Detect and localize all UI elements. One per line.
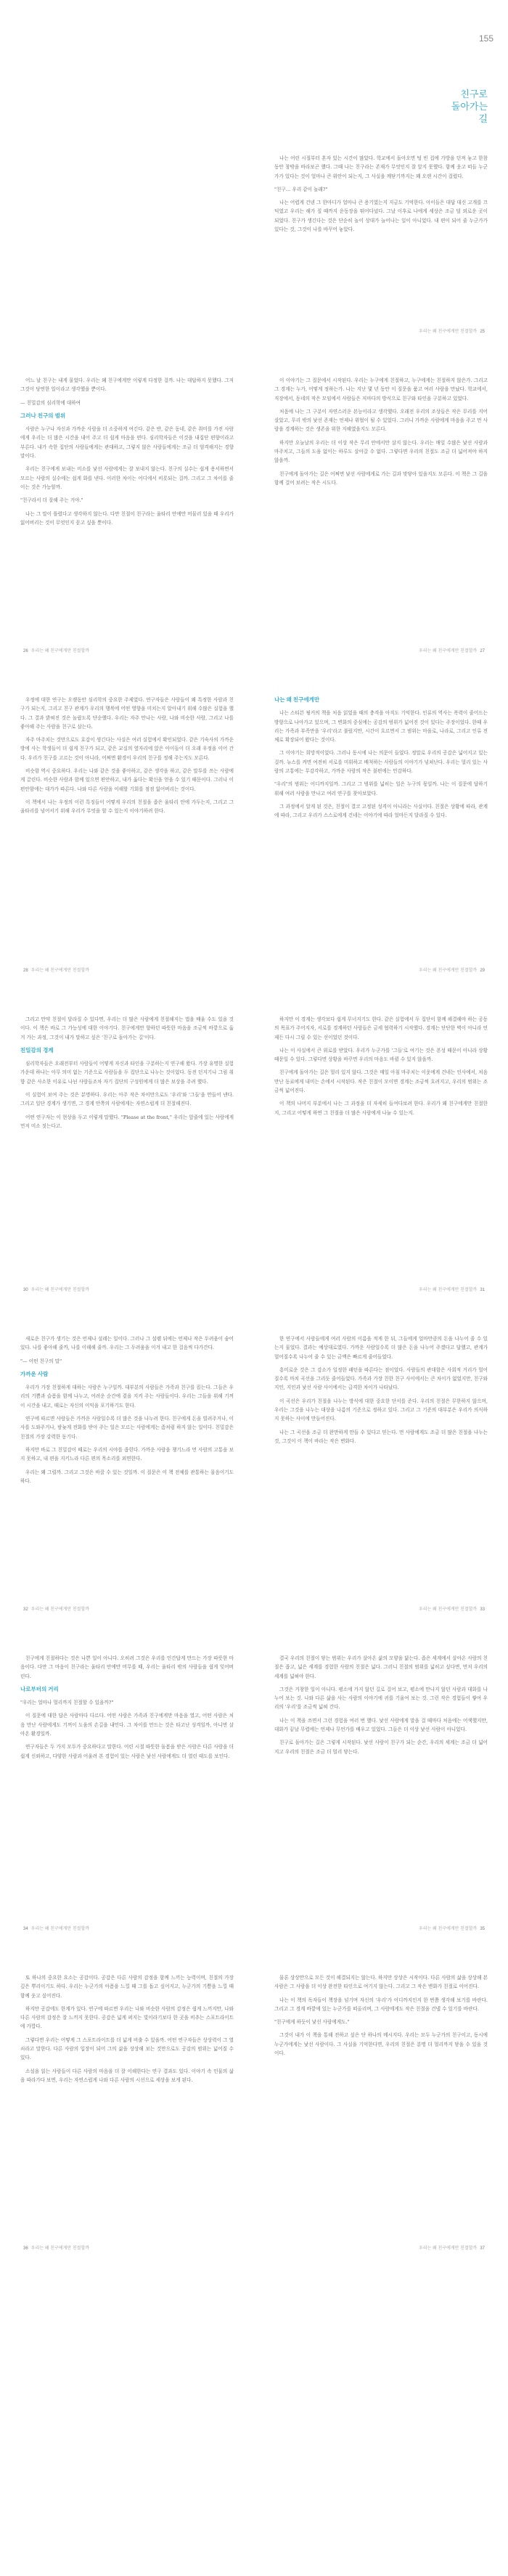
- running-title: 우리는 왜 친구에게만 친절할까: [418, 1927, 478, 1931]
- right-page: [261, 364, 501, 667]
- page-footer: [419, 647, 488, 653]
- right-paragraph: "우리"의 범위는 어디까지일까. 그리고 그 범위를 넓히는 일은 누구의 몫일까. 나는 이 질문에 답하기 위해 여러 사람을 만나고 여러 연구를 찾아보았다.: [274, 781, 488, 796]
- running-title: 우리는 왜 친구에게만 친절할까: [30, 969, 90, 973]
- right-page-text: [274, 1973, 488, 2235]
- running-title: 우리는 왜 친구에게만 친절할까: [30, 1288, 90, 1292]
- right-page-text: [274, 1015, 488, 1276]
- left-paragraph: 어떤 연구자는 이 현상을 두고 이렇게 말했다. "Please at the front," 우리는 앞줄에 있는 사람에게 먼저 미소 짓는다고.: [20, 1114, 234, 1129]
- running-title: 우리는 왜 친구에게만 친절할까: [418, 1288, 478, 1292]
- page-number: 27: [480, 649, 485, 653]
- page-spread: [0, 1962, 508, 2264]
- page-number: 29: [480, 969, 485, 973]
- left-paragraph: 새로운 친구가 생기는 것은 언제나 설레는 일이다. 그러나 그 설렘 뒤에는 언제나 작은 두려움이 숨어 있다. 나를 좋아해 줄까, 나를 이해해 줄까. 우리는 그 두려움을 이겨 내고 한 걸음씩 다가간다.: [20, 1336, 234, 1351]
- right-paragraph: 나는 이 사실에서 큰 위로를 받았다. 우리가 누군가를 '그들'로 여기는 것은 본성 때문이 아니라 상황 때문일 수 있다. 그렇다면 상황을 바꾸면 우리의 마음도 바뀔 수 있지 않을까.: [274, 1047, 488, 1063]
- left-paragraph: 자주 마주치는 것만으로도 호감이 생긴다는 사실은 여러 실험에서 확인되었다. 같은 기숙사의 가까운 방에 사는 학생들이 더 쉽게 친구가 되고, 같은 교실의 옆자리에 앉은 아이들이 더 오래 우정을 이어 간다. 우리가 친구를 고르는 것이 아니라, 어쩌면 환경이 우리의 친구를 정해 주는지도 모른다.: [20, 737, 234, 761]
- left-page-text: [20, 1334, 234, 1596]
- page-spread: [0, 1003, 508, 1305]
- page-number: 35: [480, 1927, 485, 1931]
- right-paragraph: 이 책의 나머지 부분에서 나는 그 과정을 더 자세히 들여다보려 한다. 우리가 왜 친구에게만 친절한지, 그리고 어떻게 하면 그 친절을 더 많은 사람에게 나눌 수 있는지.: [274, 1101, 488, 1116]
- page-number: 34: [23, 1927, 28, 1931]
- right-paragraph: 처음에 나는 그 구분이 자연스러운 본능이라고 생각했다. 오래전 우리의 조상들은 작은 무리를 지어 살았고, 무리 밖의 낯선 존재는 언제나 위협이 될 수 있었다. 그러니 가까운 사람에게 마음을 주고 먼 사람을 경계하는 것은 생존을 위한 지혜였을지도 모른다.: [274, 408, 488, 433]
- right-paragraph: 그것은 거창한 일이 아니다. 평소에 가지 않던 길로 걸어 보고, 평소에 만나지 않던 사람과 대화를 나누어 보는 것. 나와 다른 삶을 사는 사람의 이야기에 귀를 기울여 보는 것. 그런 작은 경험들이 쌓여 우리의 '우리'를 조금씩 넓혀 간다.: [274, 1686, 488, 1711]
- page-spread: [0, 364, 508, 667]
- left-paragraph: 사람은 누구나 자신과 가까운 사람을 더 소중하게 여긴다. 같은 반, 같은 동네, 같은 취미를 가진 사람에게 우리는 더 많은 시간을 내어 주고 더 쉽게 마음을 연다. 심리학자들은 이것을 내집단 편향이라고 부른다. 내가 속한 집단의 사람들에게는 관대하고, 그렇지 않은 사람들에게는 조금 더 엄격해지는 경향 말이다.: [20, 426, 234, 460]
- page-number: 32: [23, 1607, 28, 1612]
- page-footer: [419, 327, 488, 334]
- right-paragraph: "친구에게 하듯이 낯선 사람에게도.": [274, 2019, 350, 2026]
- page-number-top: 155: [478, 33, 493, 44]
- left-paragraph: 우리는 왜 그럴까. 그리고 그것은 바꿀 수 있는 것일까. 이 질문은 이 책 전체를 관통하는 물음이기도 하다.: [20, 1469, 234, 1484]
- running-title: 우리는 왜 친구에게만 친절할까: [30, 1607, 90, 1612]
- right-page: [261, 1642, 501, 1944]
- left-paragraph: 우정에 대한 연구는 오랫동안 심리학의 중요한 주제였다. 연구자들은 사람들이 왜 특정한 사람과 친구가 되는지, 그리고 친구 관계가 우리의 행복에 어떤 영향을 미치는지 알아내기 위해 수많은 실험을 했다. 그 결과 밝혀진 것은 놀랍도록 단순했다. 우리는 자주 만나는 사람, 나와 비슷한 사람, 그리고 나를 좋아해 주는 사람을 친구로 삼는다.: [20, 697, 234, 730]
- right-paragraph: 나는 어렵게 건넨 그 한마디가 얼마나 큰 용기였는지 지금도 기억한다. 아이들은 대답 대신 고개를 끄덕였고 우리는 해가 질 때까지 운동장을 뛰어다녔다. 그날 이후로 나에게 세상은 조금 덜 외로운 곳이 되었다. 친구가 생긴다는 것은 단순히 놀이 상대가 늘어나는 일이 아니었다. 내 편이 되어 줄 누군가가 있다는 것, 그것이 나를 바꾸어 놓았다.: [274, 200, 488, 233]
- chapter-title-line: 돌아가는: [451, 102, 488, 113]
- left-paragraph: 하지만 공감에도 한계가 있다. 연구에 따르면 우리는 나와 비슷한 사람의 감정은 쉽게 느끼지만, 나와 다른 사람의 감정은 잘 느끼지 못한다. 공감은 넓게 퍼지는 빛이라기보다 한 곳을 비추는 스포트라이트에 가깝다.: [20, 2005, 234, 2030]
- left-paragraph: 이 실험이 보여 주는 것은 분명하다. 우리는 아주 작은 차이만으로도 '우리'와 '그들'을 만들어 낸다. 그리고 일단 경계가 생기면, 그 경계 안쪽의 사람에게는 자연스럽게 더 친절해진다.: [20, 1092, 234, 1107]
- page-footer: [20, 2244, 89, 2251]
- page-footer: [419, 966, 488, 973]
- left-paragraph: 이 질문에 대한 답은 사람마다 다르다. 어떤 사람은 가족과 친구에게만 마음을 열고, 어떤 사람은 처음 만난 사람에게도 기꺼이 도움의 손길을 내민다. 그 차이를 만드는 것은 타고난 성격일까, 아니면 살아온 환경일까.: [20, 1713, 234, 1737]
- right-page: [261, 1003, 501, 1305]
- running-title: 우리는 왜 친구에게만 친절할까: [418, 1607, 478, 1612]
- right-page-text: [274, 1654, 488, 1915]
- page-spread: [0, 45, 508, 347]
- left-paragraph: 하지만 바로 그 친밀감이 때로는 우리의 시야를 좁힌다. 가까운 사람을 챙기느라 먼 사람의 고통을 보지 못하고, 내 편을 지키느라 다른 편의 목소리를 외면한다.: [20, 1446, 234, 1462]
- left-page: [7, 1642, 247, 1944]
- right-paragraph: 한 연구에서 사람들에게 여러 사람의 이름을 적게 한 뒤, 그들에게 얼마만큼의 돈을 나누어 줄 수 있는지 물었다. 결과는 예상대로였다. 가까운 사람일수록 더 많은 돈을 나누어 주겠다고 답했고, 관계가 멀어질수록 나누어 줄 수 있는 금액은 빠르게 줄어들었다.: [274, 1336, 488, 1360]
- left-paragraph: 나는 그 말이 틀렸다고 생각하지 않는다. 다만 친절이 친구라는 울타리 안에만 머물러 있을 때 우리가 잃어버리는 것이 무엇인지 묻고 싶을 뿐이다.: [20, 510, 234, 526]
- left-paragraph: "— 어떤 친구의 말": [20, 1358, 62, 1364]
- page-footer: [419, 1605, 488, 1612]
- page-footer: [419, 1925, 488, 1931]
- chapter-title-line: 친구로: [460, 89, 488, 100]
- page-footer: [20, 1925, 89, 1931]
- right-paragraph: 친구에게 돌아가는 길은 어쩌면 낯선 사람에게로 가는 길과 맞닿아 있을지도 모른다. 이 책은 그 길을 함께 걸어 보려는 작은 시도다.: [274, 470, 488, 486]
- page-number: 30: [23, 1288, 28, 1292]
- page-footer: [20, 966, 89, 973]
- left-paragraph: 우리는 친구에게 보내는 미소를 낯선 사람에게는 잘 보내지 않는다. 친구의 실수는 쉽게 용서하면서 모르는 사람의 실수에는 쉽게 화를 낸다. 이러한 차이는 어디에서 비롯되는 걸까. 그리고 그 차이를 줄이는 것은 가능할까.: [20, 466, 234, 490]
- right-paragraph: 그 과정에서 알게 된 것은, 친절이 결코 고정된 성격이 아니라는 사실이다. 친절은 상황에 따라, 관계에 따라, 그리고 우리가 스스로에게 건네는 이야기에 따라 얼마든지 달라질 수 있다.: [274, 803, 488, 819]
- right-paragraph: 나는 그 곡선을 조금 더 완만하게 만들 수 있다고 믿는다. 먼 사람에게도 조금 더 많은 친절을 나누는 것, 그것이 이 책이 바라는 작은 변화다.: [274, 1429, 488, 1444]
- left-paragraph: 심리학자들은 오래전부터 사람들이 어떻게 자신과 타인을 구분하는지 연구해 왔다. 가장 유명한 실험 가운데 하나는 아무 의미 없는 기준으로 사람들을 두 집단으로 나누는 것이었다. 동전 던지기나 그림 취향 같은 사소한 이유로 나뉜 사람들조차 자기 집단의 구성원에게 더 많은 보상을 주려 했다.: [20, 1061, 234, 1085]
- page-footer: [419, 2244, 488, 2251]
- running-title: 우리는 왜 친구에게만 친절할까: [418, 2246, 478, 2251]
- page-footer: [20, 1605, 89, 1612]
- left-paragraph: 친구에게 친절하다는 것은 나쁜 일이 아니다. 오히려 그것은 우리를 인간답게 만드는 가장 따뜻한 마음이다. 다만 그 마음이 친구라는 울타리 안에만 머무를 때, 우리는 울타리 밖의 사람들을 쉽게 잊어버린다.: [20, 1655, 234, 1679]
- right-paragraph: 흥미로운 것은 그 감소가 일정한 패턴을 따른다는 점이었다. 사람들의 관대함은 사회적 거리가 멀어질수록 마치 곡선을 그리듯 줄어들었다. 가족과 가장 친한 친구 사이에서는 큰 차이가 없었지만, 친구와 지인, 지인과 낯선 사람 사이에서는 급격한 차이가 나타났다.: [274, 1366, 488, 1391]
- right-page-text: [274, 696, 488, 957]
- section-heading: 나는 왜 친구에게만: [274, 696, 320, 703]
- left-paragraph: "친구라서 더 잘해 주는 거야.": [20, 497, 83, 504]
- right-paragraph: 친구에게 돌아가는 길은 멀리 있지 않다. 그것은 매일 아침 마주치는 이웃에게 건네는 인사에서, 처음 만난 동료에게 내미는 손에서 시작된다. 작은 친절이 모이면 경계는 조금씩 흐려지고, 우리의 범위는 조금씩 넓어진다.: [274, 1069, 488, 1094]
- right-page-text: [274, 154, 488, 318]
- right-page: [261, 1323, 501, 1625]
- left-page-text: [20, 696, 234, 957]
- running-title: 우리는 왜 친구에게만 친절할까: [30, 1927, 90, 1931]
- left-page: [7, 364, 247, 667]
- left-paragraph: 그렇다면 우리는 어떻게 그 스포트라이트를 더 넓게 비출 수 있을까. 어떤 연구자들은 상상력이 그 열쇠라고 말한다. 다른 사람의 입장이 되어 그의 삶을 상상해 보는 것만으로도 공감의 범위는 넓어질 수 있다.: [20, 2037, 234, 2061]
- left-page-text: [20, 1654, 234, 1915]
- page-number: 37: [480, 2246, 485, 2251]
- left-page: [7, 684, 247, 986]
- left-page: [7, 1962, 247, 2264]
- running-title: 우리는 왜 친구에게만 친절할까: [30, 649, 90, 653]
- right-paragraph: 나는 스티븐 핑커의 책을 처음 읽었을 때의 충격을 아직도 기억한다. 인류의 역사는 폭력이 줄어드는 방향으로 나아가고 있으며, 그 변화의 중심에는 공감의 범위가 넓어진 것이 있다는 주장이었다. 한때 우리는 가족과 부족만을 '우리'라고 불렀지만, 시간이 흐르면서 그 범위는 마을로, 나라로, 그리고 인류 전체로 확장되어 왔다는 것이다.: [274, 710, 488, 743]
- right-paragraph: 하지만 오늘날의 우리는 더 이상 작은 무리 안에서만 살지 않는다. 우리는 매일 수많은 낯선 사람과 마주치고, 그들의 도움 없이는 하루도 살아갈 수 없다. 그렇다면 우리의 친절도 조금 더 넓어져야 하지 않을까.: [274, 439, 488, 464]
- left-page-text: [20, 1015, 234, 1276]
- left-page: [7, 1003, 247, 1305]
- left-paragraph: 어느 날 친구는 내게 물었다. 우리는 왜 친구에게만 이렇게 다정한 걸까. 나는 대답하지 못했다. 그저 그것이 당연한 일이라고 생각했을 뿐이다.: [20, 378, 234, 393]
- section-heading: 나로부터의 거리: [20, 1685, 59, 1692]
- running-title: 우리는 왜 친구에게만 친절할까: [418, 330, 478, 334]
- section-heading: 친밀감의 경계: [20, 1046, 54, 1053]
- left-paragraph: 연구에 따르면 사람들은 가까운 사람일수록 더 많은 것을 나누려 한다. 친구에게 돈을 빌려주거나, 이사를 도와주거나, 밤늦게 전화를 받아 주는 일은 모르는 사람에게는 좀처럼 하지 않는 일이다. 친밀감은 친절의 가장 강력한 동기다.: [20, 1416, 234, 1440]
- right-paragraph: 물론 상상만으로 모든 것이 해결되지는 않는다. 하지만 상상은 시작이다. 다른 사람의 삶을 상상해 본 사람은 그 사람을 더 이상 완전한 타인으로 여기지 않는다. 그리고 그 작은 변화가 친절로 이어진다.: [274, 1975, 488, 1990]
- page-spread: [0, 684, 508, 986]
- right-paragraph: 하지만 이 경계는 생각보다 쉽게 무너지기도 한다. 같은 실험에서 두 집단이 함께 해결해야 하는 공동의 목표가 주어지자, 서로를 경계하던 사람들은 금세 협력하기 시작했다. 경계는 단단한 벽이 아니라 언제든 다시 그릴 수 있는 선이었던 것이다.: [274, 1016, 488, 1040]
- page-number: 25: [480, 330, 485, 334]
- left-paragraph: 그리고 만약 친절이 달라질 수 있다면, 우리는 더 많은 사람에게 친절해지는 법을 배울 수도 있을 것이다. 이 책은 바로 그 가능성에 대한 이야기다. 친구에게만 향하던 따뜻한 마음을 조금씩 바깥으로 옮겨 가는 과정, 그것이 내가 말하고 싶은 '친구로 돌아가는 길'이다.: [20, 1016, 234, 1040]
- chapter-title: [451, 89, 488, 126]
- right-page-text: [274, 1334, 488, 1596]
- left-page-text: [20, 376, 234, 637]
- right-page: [261, 684, 501, 986]
- left-page: [7, 45, 247, 347]
- page-spread: [0, 1642, 508, 1944]
- right-paragraph: 이 이야기는 그 질문에서 시작된다. 우리는 누구에게 친절하고, 누구에게는 친절하지 않은가. 그리고 그 경계는 누가, 어떻게 정하는가. 나는 지난 몇 년 동안 이 질문을 품고 여러 사람을 만났다. 학교에서, 직장에서, 동네의 작은 모임에서 사람들은 저마다의 방식으로 친구와 타인을 구분하고 있었다.: [274, 378, 488, 402]
- left-paragraph: 비슷함 역시 중요하다. 우리는 나와 같은 것을 좋아하고, 같은 생각을 하고, 같은 말투를 쓰는 사람에게 끌린다. 비슷한 사람과 함께 있으면 편안하고, 내가 옳다는 확신을 얻을 수 있기 때문이다. 그러나 이 편안함에는 대가가 따른다. 나와 다른 사람을 이해할 기회를 점점 잃어버리는 것이다.: [20, 768, 234, 792]
- page-footer: [20, 647, 89, 653]
- right-paragraph: 나는 어린 시절부터 혼자 있는 시간이 많았다. 학교에서 돌아오면 텅 빈 집에 가방을 던져 놓고 한참 동안 창밖을 바라보곤 했다. 그때 나는 친구라는 존재가 무엇인지 잘 알지 못했다. 함께 웃고 떠들 누군가가 있다는 것이 얼마나 큰 위안이 되는지, 그 사실을 깨닫기까지는 꽤 오랜 시간이 걸렸다.: [274, 155, 488, 179]
- right-paragraph: 이 곡선은 우리가 친절을 나누는 방식에 대한 중요한 단서를 준다. 우리의 친절은 무한하지 않으며, 우리는 그것을 나누는 대상을 나름의 기준으로 정하고 있다. 그리고 그 기준의 대부분은 우리가 의식하지 못하는 사이에 만들어진다.: [274, 1398, 488, 1422]
- left-paragraph: "우리는 얼마나 멀리까지 친절할 수 있을까?": [20, 1700, 114, 1706]
- page-number: 36: [23, 2246, 28, 2251]
- right-page-text: [274, 376, 488, 637]
- right-page: [261, 1962, 501, 2264]
- left-paragraph: 우리가 가장 친절하게 대하는 사람은 누구일까. 대부분의 사람들은 가족과 친구를 꼽는다. 그들은 우리의 기쁨과 슬픔을 함께 나누고, 어려운 순간에 곁을 지켜 주는 사람들이다. 우리는 그들을 위해 기꺼이 시간을 내고, 때로는 자신의 이익을 포기하기도 한다.: [20, 1385, 234, 1409]
- page-spread: [0, 1323, 508, 1625]
- page-number: 31: [480, 1288, 485, 1292]
- right-page: [261, 45, 501, 347]
- left-paragraph: 이 책에서 나는 우정의 이런 특징들이 어떻게 우리의 친절을 좁은 울타리 안에 가두는지, 그리고 그 울타리를 넘어서기 위해 우리가 무엇을 할 수 있는지 이야기하려 한다.: [20, 799, 234, 815]
- left-page-text: [20, 57, 234, 318]
- section-heading: 그러나 친구의 범위: [20, 412, 66, 419]
- page-number: 26: [23, 649, 28, 653]
- left-page: [7, 1323, 247, 1625]
- section-heading: 가까운 사람: [20, 1370, 49, 1377]
- left-paragraph: 소설을 읽는 사람들이 다른 사람의 마음을 더 잘 이해한다는 연구 결과도 있다. 이야기 속 인물의 삶을 따라가다 보면, 우리는 자연스럽게 나와 다른 사람의 시선으로 세상을 보게 된다.: [20, 2068, 234, 2083]
- right-paragraph: 나는 이 책의 독자들이 책장을 넘기며 자신의 '우리'가 어디까지인지 한 번쯤 생각해 보기를 바란다. 그리고 그 경계 바깥에 있는 누군가를 떠올리며, 그 사람에게도 작은 친절을 건넬 수 있기를 바란다.: [274, 1997, 488, 2012]
- right-paragraph: 나는 이 책을 쓰면서 그런 경험을 여러 번 했다. 낯선 사람에게 말을 걸 때마다 처음에는 어색했지만, 대화가 끝날 무렵에는 언제나 무언가를 배우고 있었다. 그들은 더 이상 낯선 사람이 아니었다.: [274, 1717, 488, 1733]
- right-paragraph: 친구로 돌아가는 길은 그렇게 시작된다. 낯선 사람이 친구가 되는 순간, 우리의 세계는 조금 더 넓어지고 우리의 친절은 조금 더 멀리 닿는다.: [274, 1740, 488, 1755]
- right-paragraph: 그 이야기는 희망적이었다. 그러나 동시에 나는 의문이 들었다. 정말로 우리의 공감은 넓어지고 있는 걸까. 뉴스를 켜면 여전히 서로를 미워하고 배척하는 사람들의 이야기가 넘쳐난다. 우리는 멀리 있는 사람의 고통에는 무감각하고, 가까운 사람의 작은 불편에는 민감하다.: [274, 750, 488, 775]
- right-paragraph: 결국 우리의 친절이 닿는 범위는 우리가 살아온 삶의 모양을 닮는다. 좁은 세계에서 살아온 사람의 친절은 좁고, 넓은 세계를 경험한 사람의 친절은 넓다. 그러니 친절의 범위를 넓히고 싶다면, 먼저 우리의 세계를 넓혀야 한다.: [274, 1655, 488, 1679]
- page-number: 28: [23, 969, 28, 973]
- page-number: 33: [480, 1607, 485, 1612]
- left-paragraph: 연구자들은 두 가지 모두가 중요하다고 말한다. 어린 시절 따뜻한 돌봄을 받은 사람은 다른 사람을 더 쉽게 신뢰하고, 다양한 사람과 어울려 본 경험이 있는 사람은 낯선 사람에게도 더 열린 태도를 보인다.: [20, 1744, 234, 1759]
- running-title: 우리는 왜 친구에게만 친절할까: [418, 969, 478, 973]
- chapter-title-line: 길: [478, 114, 488, 125]
- running-title: 우리는 왜 친구에게만 친절할까: [418, 649, 478, 653]
- page-footer: [419, 1286, 488, 1292]
- left-paragraph: — 친밀감의 심리학에 대하여: [20, 399, 81, 406]
- running-title: 우리는 왜 친구에게만 친절할까: [30, 2246, 90, 2251]
- page-footer: [20, 1286, 89, 1292]
- left-paragraph: 또 하나의 중요한 요소는 공감이다. 공감은 다른 사람의 감정을 함께 느끼는 능력이며, 친절의 가장 깊은 뿌리이기도 하다. 우리는 누군가의 아픔을 느낄 때 그를 돕고 싶어지고, 누군가의 기쁨을 느낄 때 함께 웃고 싶어진다.: [20, 1975, 234, 1999]
- left-page-text: [20, 1973, 234, 2235]
- right-paragraph: "친구… 우리 같이 놀래?": [274, 186, 328, 192]
- right-paragraph: 그것이 내가 이 책을 통해 전하고 싶은 단 하나의 메시지다. 우리는 모두 누군가의 친구이고, 동시에 누군가에게는 낯선 사람이다. 그 사실을 기억한다면, 우리의 친절은 분명 더 멀리까지 닿을 수 있을 것이다.: [274, 2032, 488, 2057]
